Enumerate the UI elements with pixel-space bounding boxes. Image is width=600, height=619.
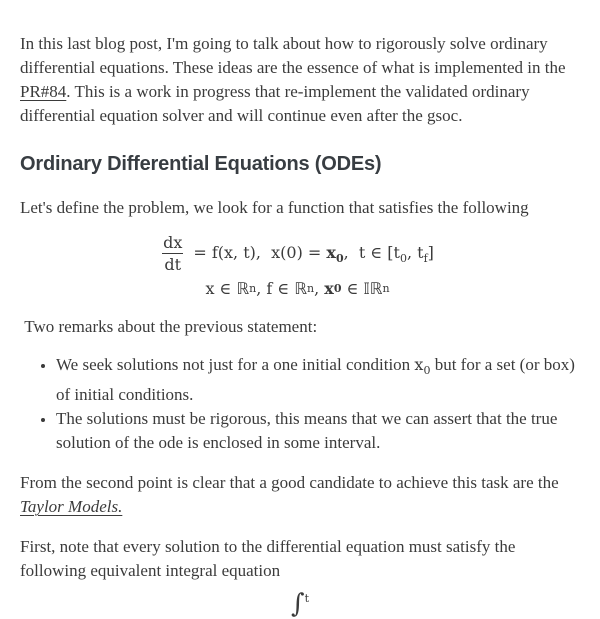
intro-text-before: In this last blog post, I'm going to talk about how to rigorously solve ordinary differential equations. These ideas are the essence of what is implemented in the (20, 34, 566, 77)
intro-text-after: . This is a work in progress that re-implement the validated ordinary differential equation solver and will continue even after the gsoc. (20, 82, 530, 125)
list-item: • The solutions must be rigorous, this means that we can assert that the true solution of the ode is enclosed in some interval. (56, 407, 575, 455)
ode-equation-block (20, 232, 575, 301)
pr-link[interactable]: PR#84 (20, 82, 67, 101)
define-problem-line: Let's define the problem, we look for a function that satisfies the following (20, 198, 529, 217)
equation-line-1 (161, 232, 434, 275)
integral-upper-limit: t (304, 592, 309, 605)
fraction-denominator: dt (164, 255, 182, 274)
fraction-numerator: dx (163, 233, 183, 252)
integral-equation-paragraph: First, note that every solution to the differential equation must satisfy the following equivalent integral equation (20, 537, 516, 580)
taylor-models-paragraph: From the second point is clear that a good candidate to achieve this task are the Taylor Models. (20, 473, 559, 516)
inline-math-x0: $x_0$ (414, 355, 431, 377)
taylor-models-link[interactable]: Taylor Models. (20, 497, 123, 516)
remarks-list (20, 353, 575, 455)
equation-line-1-rhs: = f(x, t), $x(0) = x_0$, t ∈ [$t_0$, $t_f$] (193, 242, 434, 265)
integral-sign: ∫ (291, 589, 305, 619)
remarks-intro-line: Two remarks about the previous statement: (20, 317, 318, 336)
integral-equation-partial (0, 591, 600, 617)
equation-line-2: x ∈ ℝ n , f ∈ ℝ n , x 0 ∈ 𝕀ℝ n (205, 279, 390, 298)
intro-paragraph (20, 32, 575, 128)
derivative-fraction (161, 232, 184, 275)
list-item: • We seek solutions not just for a one initial condition $x_0$ but for a set (or box) of initial conditions. (56, 353, 575, 407)
section-heading-odes: Ordinary Differential Equations (ODEs) (20, 153, 382, 175)
